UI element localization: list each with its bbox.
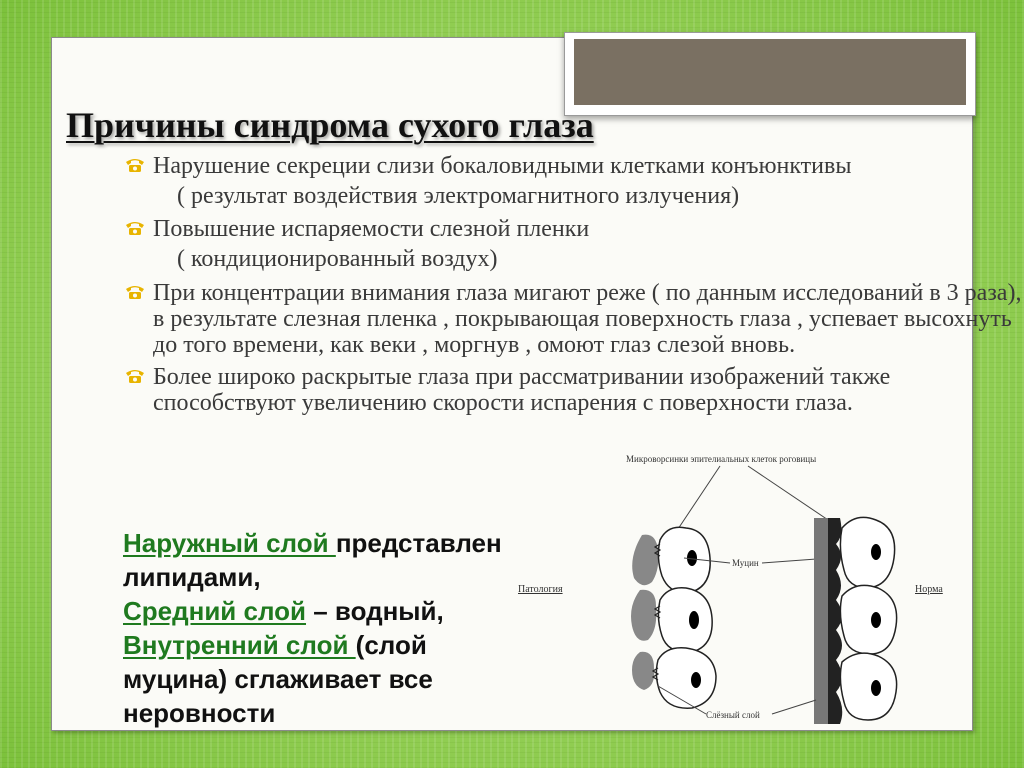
pointer-line (772, 700, 816, 714)
bullet-item (124, 216, 1024, 272)
bullet-list (124, 153, 1024, 416)
inner-layer-desc: (слой (355, 630, 427, 660)
inner-layer-line2: муцина) сглаживает все (123, 664, 433, 694)
bullet-item (124, 153, 1024, 209)
phone-icon (124, 156, 146, 174)
label-norm: Норма (915, 584, 943, 595)
cell-nucleus (691, 672, 701, 688)
header-decoration-box (564, 32, 976, 116)
phone-icon (124, 283, 146, 301)
pathology-tear-patch (632, 535, 658, 586)
outer-layer-desc: представлен (335, 528, 502, 558)
phone-icon (124, 219, 146, 237)
bullet-text: При концентрации внимания глаза мигают реже ( по данным исследований в 3 раза), в результате слезная пленка , покрывающая поверхность глаза , успевает высохнуть до того времени, как веки , моргнув , омоют глаз слезой вновь. (153, 280, 1022, 358)
epithelial-cell (658, 588, 712, 652)
inner-layer-term: Внутренний слой (123, 630, 356, 660)
phone-icon (124, 367, 146, 385)
middle-layer-term: Средний слой (123, 596, 307, 626)
epithelial-cell (840, 653, 896, 720)
pathology-tear-patch (631, 590, 656, 641)
outer-layer-line2: липидами, (123, 562, 261, 592)
bullet-text: Повышение испаряемости слезной пленки (153, 216, 590, 242)
norm-tear-layer (814, 518, 828, 724)
cell-nucleus (871, 544, 881, 560)
epithelial-cell (656, 648, 716, 708)
tear-film-diagram (510, 440, 970, 730)
bullet-text: Нарушение секреции слизи бокаловидными клетками конъюнктивы (153, 153, 852, 179)
bullet-item (124, 280, 1024, 358)
bullet-subtext: ( результат воздействия электромагнитного излучения) (177, 183, 740, 209)
epithelial-cell (840, 585, 896, 654)
tear-film-svg (510, 440, 970, 730)
pointer-line (676, 466, 720, 532)
cell-nucleus (871, 680, 881, 696)
bullet-subtext: ( кондиционированный воздух) (177, 246, 498, 272)
inner-layer-line3: неровности (123, 698, 276, 728)
label-pathology: Патология (518, 584, 563, 595)
label-tear-layer: Слёзный слой (706, 710, 760, 720)
header-decoration-fill (574, 39, 966, 105)
middle-layer-desc: – водный, (306, 596, 444, 626)
outer-layer-term: Наружный слой (123, 528, 336, 558)
label-mucin: Муцин (732, 558, 759, 568)
epithelial-cell (840, 517, 894, 588)
bullet-item (124, 364, 1024, 416)
cell-nucleus (689, 611, 699, 629)
bullet-text: Более широко раскрытые глаза при рассматривании изображений также способствуют увеличению скорости испарения с поверхности глаза. (153, 364, 891, 416)
norm-cells (814, 517, 897, 724)
pathology-cells (631, 527, 716, 708)
pathology-tear-patch (632, 652, 654, 690)
slide-title: Причины синдрома сухого глаза (66, 105, 594, 145)
caption-microvilli: Микроворсинки эпителиальных клеток роговицы (626, 454, 817, 464)
cell-nucleus (871, 612, 881, 628)
